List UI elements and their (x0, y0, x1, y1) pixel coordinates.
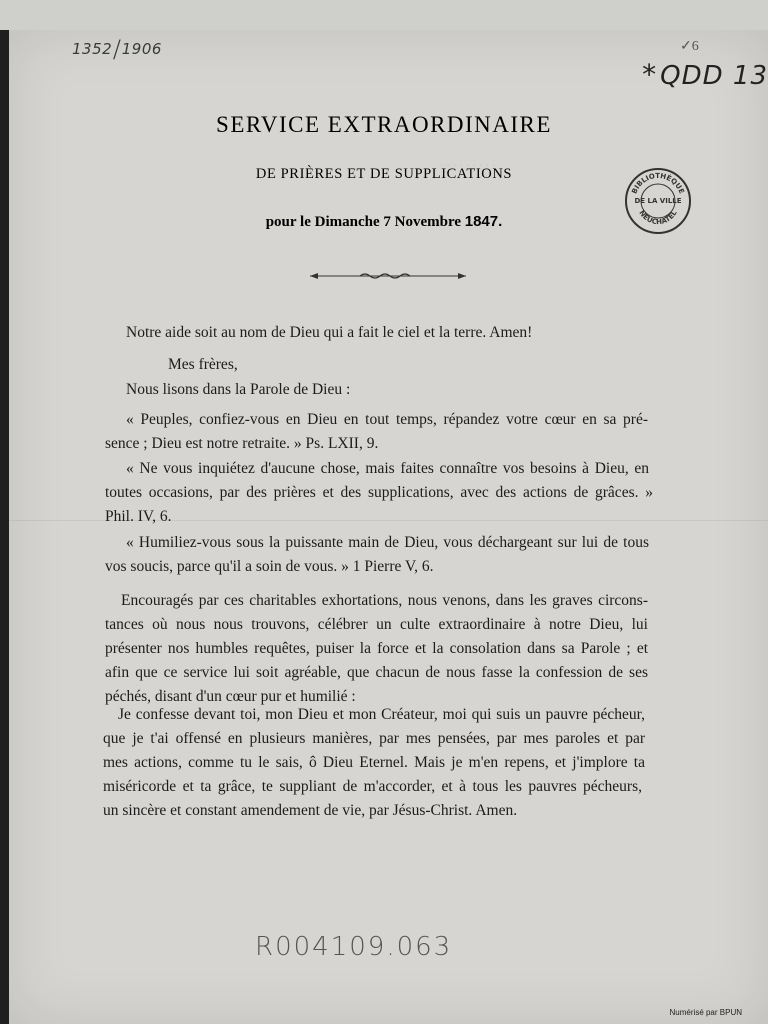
exhortation-line: afin que ce service lui soit agréable, que chacun de nous fasse la confession de ses (105, 664, 648, 681)
scan-margin (0, 0, 768, 30)
document-subtitle: DE PRIÈRES ET DE SUPPLICATIONS (255, 166, 513, 182)
document-title: SERVICE EXTRAORDINAIRE (216, 112, 552, 137)
document-date: pour le Dimanche 7 Novembre 1847. (265, 213, 503, 230)
intro-line: Nous lisons dans la Parole de Dieu : (126, 381, 351, 398)
asterisk-icon: * (642, 58, 658, 91)
confession-line: miséricorde et ta grâce, te suppliant de m'accorder, et à tous les pauvres pécheurs, (103, 778, 642, 795)
ornament-divider (310, 272, 466, 280)
greeting: Mes frères, (168, 356, 238, 373)
verse1-line: « Peuples, confiez-vous en Dieu en tout temps, répandez votre cœur en sa pré- (126, 411, 648, 428)
confession-line: que je t'ai offensé en plusieurs manières, par mes pensées, par mes paroles et par (103, 730, 645, 747)
handwritten-reference: 1352 / 1906 (72, 34, 162, 64)
stamp-bottom-text: NEUCHATEL (637, 209, 679, 227)
exhortation-line: présenter nos humbles requêtes, puiser la force et la consolation dans sa Parole ; et (105, 640, 648, 657)
shelfmark: * QDD 13 (642, 58, 768, 91)
exhortation-line: péchés, disant d'un cœur pur et humilié : (105, 688, 356, 705)
exhortation-line: tances où nous nous trouvons, célébrer un culte extraordinaire à notre Dieu, lui (105, 616, 648, 633)
confession-line: Je confesse devant toi, mon Dieu et mon Créateur, moi qui suis un pauvre pécheur, (118, 706, 645, 723)
verse2-line: Phil. IV, 6. (105, 508, 172, 525)
opening-invocation: Notre aide soit au nom de Dieu qui a fait le ciel et la terre. Amen! (126, 324, 533, 341)
verse3-line: « Humiliez-vous sous la puissante main de Dieu, vous déchargeant sur lui de tous (126, 534, 649, 551)
stamp-top-text: BIBLIOTHÈQUE (630, 171, 686, 196)
digitization-credit: Numérisé par BPUN (669, 1008, 742, 1017)
exhortation-line: Encouragés par ces charitables exhortations, nous venons, dans les graves circons- (121, 592, 648, 609)
verse1-line: sence ; Dieu est notre retraite. » Ps. LXII, 9. (105, 435, 379, 452)
verse3-line: vos soucis, parce qu'il a soin de vous. » 1 Pierre V, 6. (105, 558, 434, 575)
verse2-line: toutes occasions, par des prières et des supplications, avec des actions de grâces. » (105, 484, 653, 501)
stamp-center-text: DE LA VILLE (634, 197, 682, 205)
inventory-number: R004109.063 (255, 932, 453, 962)
confession-line: mes actions, comme tu le sais, ô Dieu Eternel. Mais je m'en repens, et j'implore ta (103, 754, 645, 771)
confession-line: un sincère et constant amendement de vie, par Jésus-Christ. Amen. (103, 802, 518, 819)
verse2-line: « Ne vous inquiétez d'aucune chose, mais faites connaître vos besoins à Dieu, en (126, 460, 649, 477)
pencil-mark: ✓6 (680, 39, 699, 54)
